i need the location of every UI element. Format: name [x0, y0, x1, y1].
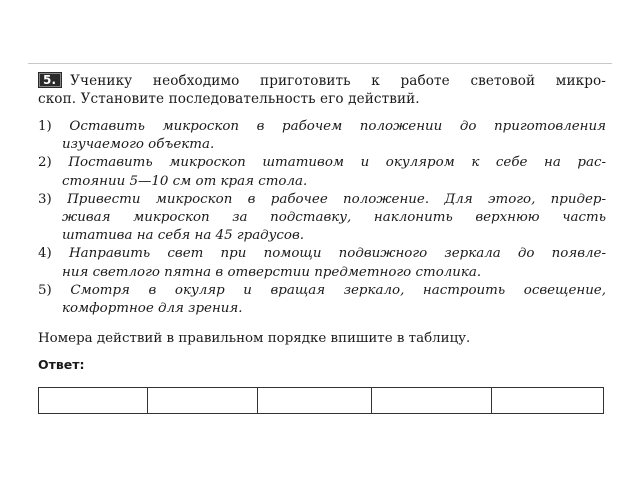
- option-2: [38, 154, 606, 190]
- question-line-1: [38, 72, 606, 90]
- option-line: ния светлого пятна в отверстии предметного столика.: [62, 264, 482, 280]
- option-line: 1) Оставить микроскоп в рабочем положении до приготовления: [38, 119, 606, 134]
- answer-table: [38, 387, 604, 414]
- option-number: 4): [38, 246, 52, 262]
- option-number: 5): [38, 282, 52, 298]
- task-block: [38, 72, 606, 373]
- option-number: 3): [38, 191, 52, 207]
- option-line: стоянии 5—10 см от края стола.: [62, 173, 308, 189]
- task-number-badge: 5.: [38, 72, 62, 88]
- option-4: [38, 245, 606, 281]
- option-5: [38, 282, 606, 318]
- options-list: [38, 118, 606, 318]
- option-line: изучаемого объекта.: [62, 137, 215, 153]
- question-text-1: Ученику необходимо приготовить к работе световой микро-: [70, 73, 606, 89]
- answer-label: Ответ:: [38, 357, 85, 373]
- option-3: [38, 191, 606, 246]
- option-line: 2) Поставить микроскоп штативом и окуляром к себе на рас-: [38, 155, 606, 171]
- option-line: 5) Смотря в окуляр и вращая зеркало, настроить освещение,: [38, 282, 606, 298]
- answer-cell-5[interactable]: [492, 388, 604, 414]
- option-number: 2): [38, 155, 52, 171]
- option-line: 3) Привести микроскоп в рабочее положение. Для этого, придер-: [38, 191, 606, 207]
- option-1: [38, 118, 606, 154]
- top-divider: [28, 63, 612, 64]
- option-line: 4) Направить свет при помощи подвижного зеркала до появле-: [38, 246, 606, 262]
- option-line: живая микроскоп за подставку, наклонить верхнюю часть: [62, 209, 606, 225]
- answer-row: [39, 388, 604, 414]
- question-line-2: скоп. Установите последовательность его действий.: [38, 91, 420, 107]
- answer-cell-3[interactable]: [258, 388, 372, 414]
- option-line: штатива на себя на 45 градусов.: [62, 228, 305, 244]
- answer-cell-4[interactable]: [372, 388, 492, 414]
- answer-cell-2[interactable]: [148, 388, 258, 414]
- answer-cell-1[interactable]: [39, 388, 148, 414]
- option-number: 1): [38, 119, 52, 134]
- instruction-text: Номера действий в правильном порядке впишите в таблицу.: [38, 331, 471, 347]
- option-line: комфортное для зрения.: [62, 300, 243, 316]
